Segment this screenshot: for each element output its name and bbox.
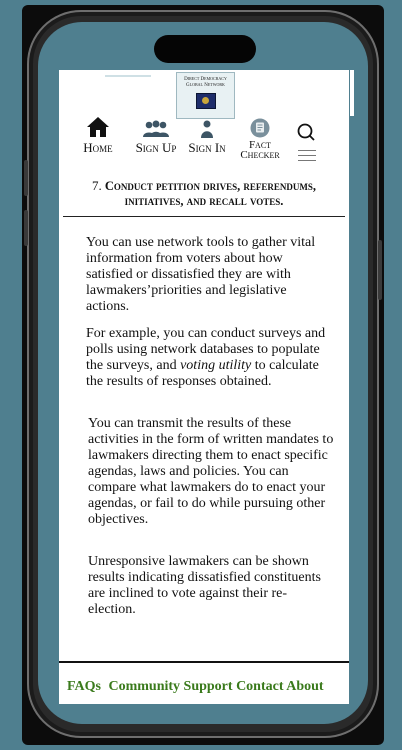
power-button bbox=[378, 240, 382, 300]
footer-divider bbox=[59, 661, 349, 663]
section-heading bbox=[79, 178, 329, 209]
footer-link-contact[interactable]: Contact bbox=[236, 679, 284, 694]
nav-fact-checker-label-2: Checker bbox=[240, 149, 280, 161]
nav-sign-in-label: Sign In bbox=[188, 140, 226, 155]
nav-fact-checker-label-1: Fact bbox=[248, 139, 272, 151]
logo-text bbox=[177, 77, 234, 89]
nav-sign-in[interactable] bbox=[185, 120, 229, 154]
logo-underline bbox=[105, 75, 151, 77]
nav-sign-up-label: Sign Up bbox=[135, 140, 177, 155]
logo-emblem-icon bbox=[196, 93, 216, 109]
voting-utility-term: voting utility bbox=[180, 358, 252, 373]
logo-line-2: Global Network bbox=[186, 83, 225, 88]
paragraph-4: Unresponsive lawmakers can be shown results indicating dissatisfied constituents are inclined to vote against their re-election. bbox=[88, 554, 321, 617]
paragraph-1: You can use network tools to gather vital information from voters about how satisfied or dissatisfied they are with lawmakers’priorities and legislative actions. bbox=[86, 235, 316, 314]
search-icon bbox=[296, 122, 316, 142]
heading-text: Conduct petition drives, referendums, initiatives, and recall votes. bbox=[104, 179, 317, 208]
footer-link-support[interactable]: Support bbox=[183, 679, 233, 694]
user-icon bbox=[199, 120, 215, 138]
paragraph-2-start: For example, you can conduct surveys and polls using network databases to populate the surveys, and bbox=[86, 326, 326, 373]
nav-divider bbox=[63, 216, 345, 217]
footer-link-about[interactable]: About bbox=[286, 679, 324, 694]
nav-fact-checker[interactable] bbox=[235, 118, 285, 160]
footer-link-faqs[interactable]: FAQs bbox=[67, 679, 101, 694]
nav-home-label: Home bbox=[83, 140, 113, 155]
heading-number: 7. bbox=[91, 178, 102, 193]
site-logo[interactable] bbox=[176, 72, 235, 119]
nav-sign-up[interactable] bbox=[131, 120, 181, 154]
dynamic-island bbox=[154, 35, 256, 63]
menu-button[interactable] bbox=[297, 146, 317, 161]
page-edge bbox=[350, 70, 354, 116]
paragraph-3: You can transmit the results of these activities in the form of written mandates to lawmakers directing them to enact specific agendas, laws and policies. You can compare what lawmakers do to enact your agendas, or fail to do while pursuing other objectives. bbox=[88, 416, 334, 527]
paragraph-2-end: to calculate the results of responses obtained. bbox=[86, 358, 319, 389]
volume-button bbox=[24, 160, 28, 196]
web-page[interactable] bbox=[59, 70, 349, 704]
footer-link-community[interactable]: Community bbox=[108, 679, 181, 694]
volume-button bbox=[24, 210, 28, 246]
hamburger-icon bbox=[297, 150, 317, 161]
logo-line-1: Direct Democracy bbox=[184, 77, 227, 82]
paragraph-2 bbox=[86, 326, 332, 390]
search-button[interactable] bbox=[295, 122, 317, 147]
nav-home[interactable] bbox=[77, 116, 119, 154]
home-icon bbox=[86, 116, 110, 138]
users-group-icon bbox=[141, 120, 171, 138]
fact-checker-icon bbox=[250, 118, 270, 138]
footer-links bbox=[67, 679, 347, 695]
